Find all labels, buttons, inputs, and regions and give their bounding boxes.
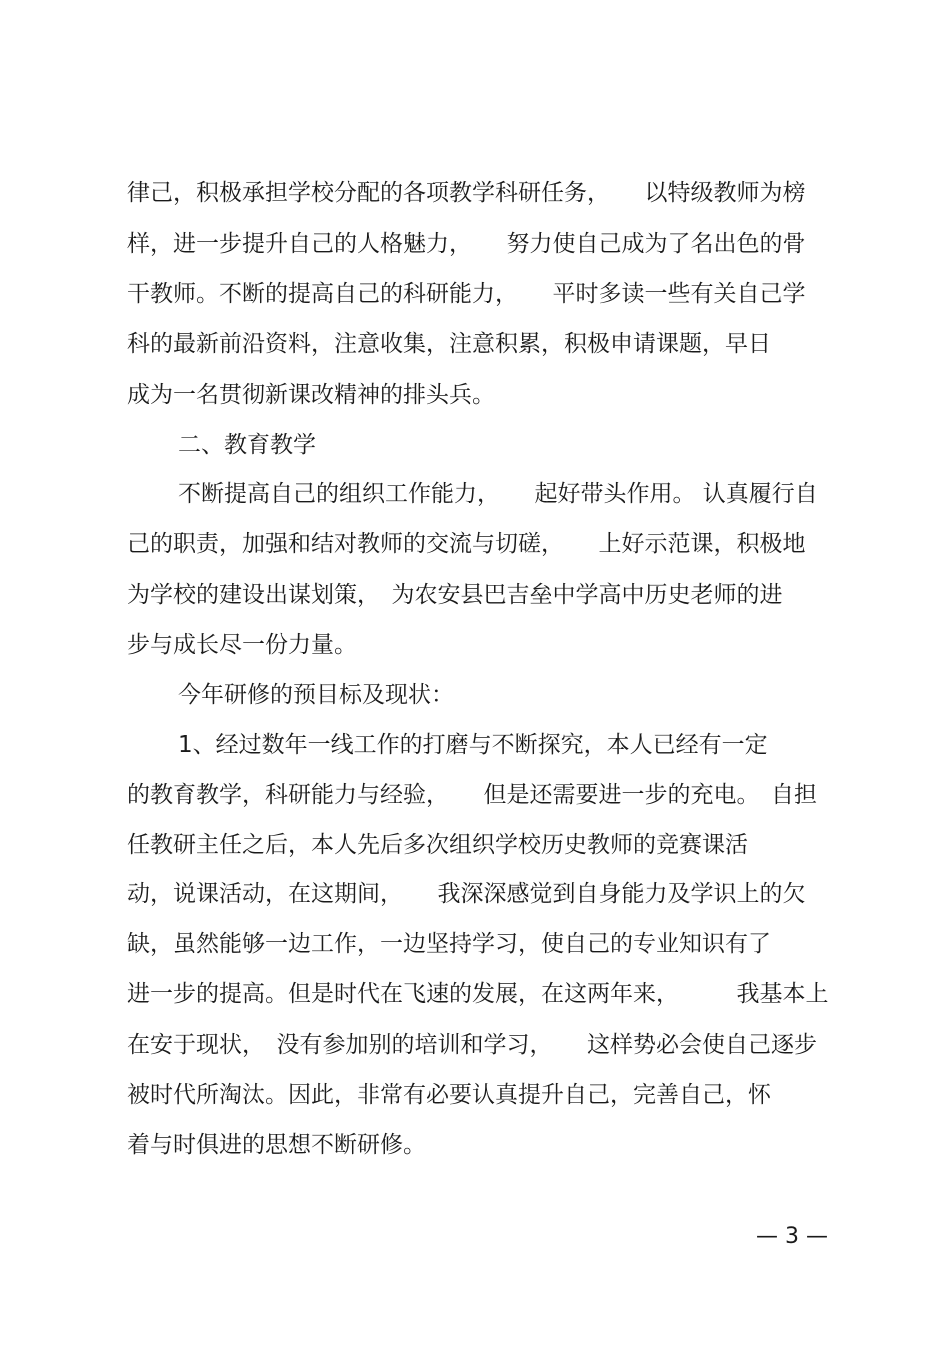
body-text-line: 进一步的提高。但是时代在飞速的发展，在这两年来， 我基本上 bbox=[127, 981, 829, 1007]
subsection-heading: 今年研修的预目标及现状： bbox=[178, 682, 454, 708]
body-text-line: 律己，积极承担学校分配的各项教学科研任务， 以特级教师为榜 bbox=[127, 180, 806, 206]
body-text-line: 科的最新前沿资料，注意收集，注意积累，积极申请课题，早日 bbox=[127, 331, 771, 357]
body-text-line: 着与时俱进的思想不断研修。 bbox=[127, 1132, 426, 1158]
body-text-line: 缺，虽然能够一边工作，一边坚持学习，使自己的专业知识有了 bbox=[127, 931, 771, 957]
body-text-line: 样，进一步提升自己的人格魅力， 努力使自己成为了名出色的骨 bbox=[127, 231, 806, 257]
body-text-line: 成为一名贯彻新课改精神的排头兵。 bbox=[127, 382, 495, 408]
body-text-line: 1、经过数年一线工作的打磨与不断探究，本人已经有一定 bbox=[178, 732, 768, 758]
body-text-line: 己的职责，加强和结对教师的交流与切磋， 上好示范课，积极地 bbox=[127, 531, 806, 557]
body-text-line: 步与成长尽一份力量。 bbox=[127, 632, 357, 658]
body-text-line: 任教研主任之后，本人先后多次组织学校历史教师的竞赛课活 bbox=[127, 832, 748, 858]
body-text-line: 在安于现状， 没有参加别的培训和学习， 这样势必会使自己逐步 bbox=[127, 1032, 817, 1058]
page-number: — 3 — bbox=[756, 1224, 828, 1249]
body-text-line: 为学校的建设出谋划策， 为农安县巴吉垒中学高中历史老师的进 bbox=[127, 582, 783, 608]
body-text-line: 动，说课活动，在这期间， 我深深感觉到自身能力及学识上的欠 bbox=[127, 881, 806, 907]
section-heading: 二、教育教学 bbox=[178, 432, 316, 458]
body-text-line: 的教育教学，科研能力与经验， 但是还需要进一步的充电。 自担 bbox=[127, 782, 817, 808]
body-text-line: 不断提高自己的组织工作能力， 起好带头作用。 认真履行自 bbox=[178, 481, 818, 507]
body-text-line: 被时代所淘汰。因此，非常有必要认真提升自己，完善自己，怀 bbox=[127, 1082, 771, 1108]
body-text-line: 干教师。不断的提高自己的科研能力， 平时多读一些有关自己学 bbox=[127, 281, 806, 307]
